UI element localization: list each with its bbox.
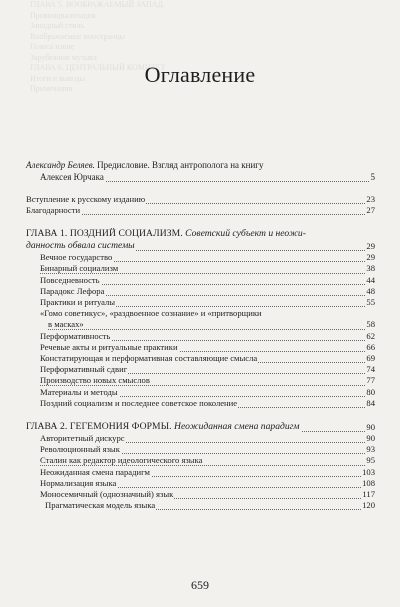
bleed-line: Голоса извне	[30, 42, 75, 51]
page-number: 84	[366, 397, 375, 408]
toc-entry[interactable]	[26, 205, 375, 216]
toc-entry[interactable]	[26, 444, 375, 455]
page-number: 95	[366, 455, 375, 466]
page-number: 27	[366, 204, 375, 215]
toc-subentry[interactable]	[26, 500, 375, 511]
toc-entry-homo-sovieticus[interactable]	[26, 308, 375, 330]
toc-entry-label: Моносемичный (однозначный) язык	[40, 488, 174, 499]
page-number: 66	[366, 341, 375, 352]
toc-entry[interactable]	[26, 194, 375, 205]
toc-entry-label: Прагматическая модель языка	[45, 500, 156, 511]
bleed-line: Провинциализация	[30, 10, 96, 20]
page-number: 93	[366, 444, 375, 455]
toc-entry[interactable]	[26, 331, 375, 342]
toc-entry[interactable]	[26, 263, 375, 274]
page-number: 44	[366, 274, 375, 285]
toc-entry[interactable]	[26, 433, 375, 444]
bleed-line: Западный стиль	[30, 21, 85, 30]
preface-author: Александр Беляев.	[26, 160, 95, 170]
bleed-line: Итоги и выводы	[30, 73, 86, 83]
page-number: 74	[366, 364, 375, 375]
page-number-footer: 659	[191, 578, 209, 592]
bleed-line: Воображаемые иностранцы	[30, 31, 125, 41]
toc-entry[interactable]	[26, 252, 375, 263]
toc-entry[interactable]	[26, 275, 375, 286]
page-number: 69	[366, 352, 375, 363]
toc-entry-label: Авторитетный дискурс	[40, 432, 125, 443]
toc-entry-label: Повседневность	[40, 274, 100, 285]
toc-entry-label: Революционный язык	[40, 444, 120, 455]
toc-entry-label: Благодарности	[26, 204, 81, 215]
page-number: 38	[366, 263, 375, 274]
toc-entry-label: Вступление к русскому изданию	[26, 193, 146, 204]
bleed-line: Примечания	[30, 84, 73, 93]
toc-entry-label: Перформативность	[40, 330, 111, 341]
chapter-1-heading[interactable]	[26, 228, 375, 252]
toc-entry-label: Неожиданная смена парадигм	[40, 466, 150, 477]
page-number: 103	[362, 466, 375, 477]
toc-entry-label: Бинарный социализм	[40, 263, 119, 274]
page-number: 120	[362, 500, 375, 511]
toc-entry-label: Речевые акты и ритуальные практики	[40, 341, 178, 352]
toc-entry-label: Парадокс Лефора	[40, 285, 105, 296]
toc-entry-label: «Гомо советикус», «раздвоенное сознание» и «притворщики	[40, 308, 262, 319]
chapter-title: ГЛАВА 2. ГЕГЕМОНИЯ ФОРМЫ.	[26, 420, 172, 432]
page-number: 90	[366, 432, 375, 443]
toc-entry[interactable]	[26, 478, 375, 489]
page-number: 117	[362, 488, 375, 499]
page-number: 29	[366, 241, 375, 252]
page-number: 23	[366, 193, 375, 204]
toc-entry[interactable]	[26, 375, 375, 386]
toc-entry-label: Сталин как редактор идеологического языка	[40, 455, 203, 466]
page-number: 108	[362, 477, 375, 488]
page-number: 48	[366, 285, 375, 296]
toc-entry[interactable]	[26, 467, 375, 478]
toc-entry[interactable]	[26, 387, 375, 398]
toc-entry-label: Перформативный сдвиг	[40, 364, 128, 375]
page-number: 77	[366, 375, 375, 386]
toc-entry[interactable]	[26, 342, 375, 353]
toc-entry-preface[interactable]	[26, 160, 375, 183]
page-number: 55	[366, 296, 375, 307]
toc-entry-label: Вечное государство	[40, 252, 113, 263]
toc-entry[interactable]	[26, 455, 375, 466]
toc-entry[interactable]	[26, 364, 375, 375]
toc-entry[interactable]	[26, 353, 375, 364]
page-number: 80	[366, 386, 375, 397]
page-number: 29	[366, 252, 375, 263]
page-number: 62	[366, 330, 375, 341]
page-number: 90	[366, 421, 375, 432]
toc-entry-label: Нормализация языка	[40, 477, 117, 488]
chapter-subtitle: Советский субъект и неожи-	[182, 228, 306, 240]
toc-entry[interactable]	[26, 286, 375, 297]
page-title: Оглавление	[144, 62, 256, 87]
toc-entry-label: Констатирующая и перформативная составляющие смысла	[40, 352, 258, 363]
preface-line2: Алексея Юрчака	[40, 171, 104, 182]
page-number: 58	[366, 319, 375, 330]
chapter-subtitle: Неожиданная смена парадигм	[171, 420, 300, 432]
toc-entry-label: Практики и ритуалы	[40, 296, 116, 307]
chapter-subtitle-cont: данность обвала системы	[26, 240, 135, 252]
bleed-line: ГЛАВА 5. ВООБРАЖАЕМЫЙ ЗАПАД.	[30, 0, 166, 9]
bleed-line: ГЛАВА 6. ЦЕНТРАЛЬНЫЙ КОМИТЕТ	[30, 63, 166, 72]
toc-entry-label: Поздний социализм и последнее советское поколение	[40, 397, 238, 408]
chapter-2-heading[interactable]	[26, 421, 375, 433]
table-of-contents	[26, 160, 375, 511]
toc-entry[interactable]	[26, 398, 375, 409]
preface-text: Предисловие. Взгляд антрополога на книгу	[94, 160, 264, 170]
toc-entry-label-cont: в масках»	[48, 319, 84, 330]
toc-entry[interactable]	[26, 489, 375, 500]
toc-entry-label: Материалы и методы	[40, 386, 118, 397]
toc-entry-label: Производство новых смыслов	[40, 375, 150, 386]
page-number: 5	[370, 171, 375, 182]
chapter-title: ГЛАВА 1. ПОЗДНИЙ СОЦИАЛИЗМ.	[26, 228, 183, 240]
toc-entry[interactable]	[26, 297, 375, 308]
bleed-line: Зарубежная музыка	[30, 52, 97, 62]
